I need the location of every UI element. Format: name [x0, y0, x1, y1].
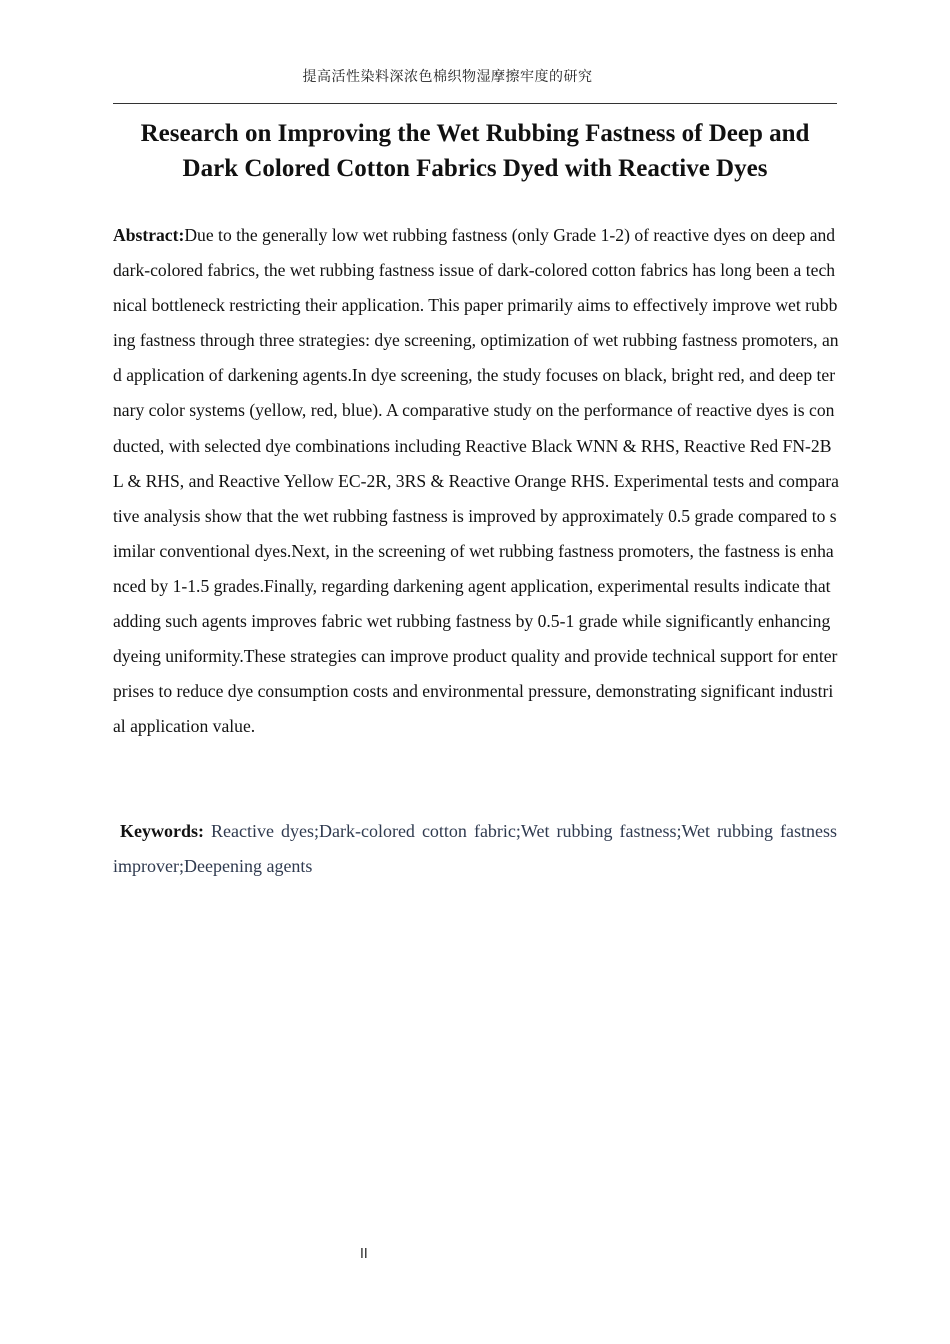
- paper-title: Research on Improving the Wet Rubbing Fastness of Deep and Dark Colored Cotton Fabrics Dyed with Reactive Dyes: [140, 120, 810, 182]
- page-number: II: [360, 1247, 368, 1262]
- header-divider: [113, 103, 837, 104]
- abstract-text: Due to the generally low wet rubbing fastness (only Grade 1-2) of reactive dyes on deep and dark-colored fabrics, the wet rubbing fastness issue of dark-colored cotton fabrics has long been a technical bottleneck restricting their application. This paper primarily aims to effectively improve wet rubbing fastness through three strategies: dye screening, optimization of wet rubbing fastness promoters, and application of darkening agents.In dye screening, the study focuses on black, bright red, and deep ternary color systems (yellow, red, blue). A comparative study on the performance of reactive dyes is conducted, with selected dye combinations including Reactive Black WNN & RHS, Reactive Red FN-2BL & RHS, and Reactive Yellow EC-2R, 3RS & Reactive Orange RHS. Experimental tests and comparative analysis show that the wet rubbing fastness is improved by approximately 0.5 grade compared to similar conventional dyes.Next, in the screening of wet rubbing fastness promoters, the fastness is enhanced by 1-1.5 grades.Finally, regarding darkening agent application, experimental results indicate that adding such agents improves fabric wet rubbing fastness by 0.5-1 grade while significantly enhancing dyeing uniformity.These strategies can improve product quality and provide technical support for enterprises to reduce dye consumption costs and environmental pressure, demonstrating significant industrial application value.: [113, 225, 839, 737]
- running-header: 提高活性染料深浓色棉织物湿摩擦牢度的研究: [302, 69, 593, 85]
- abstract-paragraph: [113, 218, 840, 744]
- keywords-paragraph: [113, 814, 837, 884]
- keywords-label: Keywords:: [120, 821, 204, 841]
- abstract-label: Abstract:: [113, 225, 185, 245]
- keywords-text: Reactive dyes;Dark-colored cotton fabric;Wet rubbing fastness;Wet rubbing fastness improver;Deepening agents: [113, 821, 837, 876]
